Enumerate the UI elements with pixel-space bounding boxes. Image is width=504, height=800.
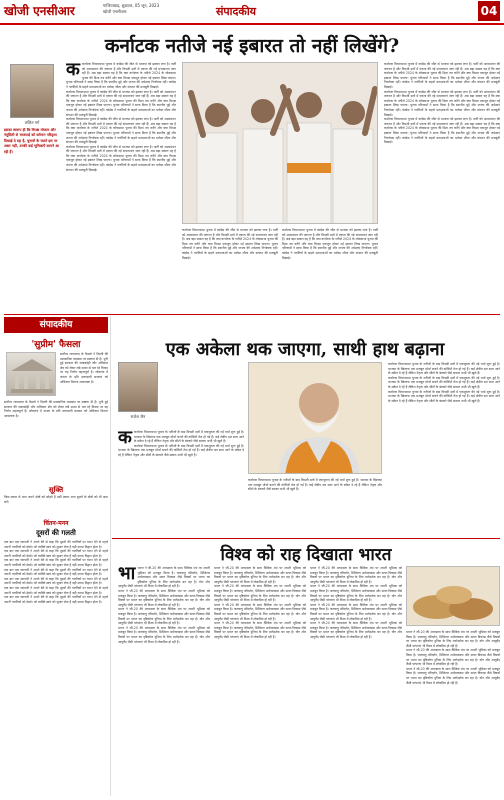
third-body — [118, 566, 210, 796]
lead-body-2: कर्नाटक विधानसभा चुनाव में कांग्रेस की जीत से भाजपा को झटका लगा है। पार्टी को आत्ममंथन की जरूरत है और विपक्षी दलों में एकता की नई संभावनाएं जाग रही हैं। अब बड़ा सवाल यह है कि क्या कर्नाटक के नतीजे 2024 के लोकसभा चुनाव की दिशा तय करेंगे और क्या विपक्ष एकजुट होकर नई इबारत लिख पाएगा। चुनाव परिणामों ने साफ किया है कि स्थानीय मुद्दे और जनता की अपेक्षाएं निर्णायक रहीं। कांग्रेस ने गारंटियों के सहारे मतदाताओं का भरोसा जीता और संगठन की मजबूती दिखाई। — [182, 228, 278, 260]
date-line — [103, 3, 159, 15]
third-text: भारत ने जी-20 की अध्यक्षता के साथ वैश्विक मंच पर अपनी भूमिका को मजबूत किया है। जलवायु परिवर्तन, डिजिटल अर्थव्यवस्था और सतत विकास जैसे विषयों पर भारत का दृष्टिकोण दुनिया के लिए मार्गदर्शक बन रहा है। योग और आयुर्वेद जैसी परंपराएं भी विश्व में लोकप्रिय हो रही हैं। — [214, 566, 306, 584]
lead-text-repeat: कर्नाटक विधानसभा चुनाव में कांग्रेस की जीत से भाजपा को झटका लगा है। पार्टी को आत्ममंथन की जरूरत है और विपक्षी दलों में एकता की नई संभावनाएं जाग रही हैं। अब बड़ा सवाल यह है कि क्या कर्नाटक के नतीजे 2024 के लोकसभा चुनाव की दिशा तय करेंगे और क्या विपक्ष एकजुट होकर नई इबारत लिख पाएगा। चुनाव परिणामों ने साफ किया है कि स्थानीय मुद्दे और जनता की अपेक्षाएं निर्णायक रहीं। कांग्रेस ने गारंटियों के सहारे मतदाताओं का भरोसा जीता और संगठन की मजबूती दिखाई। — [66, 144, 176, 172]
third-text-repeat: भारत ने जी-20 की अध्यक्षता के साथ वैश्विक मंच पर अपनी भूमिका को मजबूत किया है। जलवायु परिवर्तन, डिजिटल अर्थव्यवस्था और सतत विकास जैसे विषयों पर भारत का दृष्टिकोण दुनिया के लिए मार्गदर्शक बन रहा है। योग और आयुर्वेद जैसी परंपराएं भी विश्व में लोकप्रिय हो रही हैं। — [310, 602, 402, 621]
date-subtext: खोजी एनसीआर — [103, 9, 127, 14]
third-text: भारत ने जी-20 की अध्यक्षता के साथ वैश्विक मंच पर अपनी भूमिका को मजबूत किया है। जलवायु परिवर्तन, डिजिटल अर्थव्यवस्था और सतत विकास जैसे विषयों पर भारत का दृष्टिकोण दुनिया के लिए मार्गदर्शक बन रहा है। योग और आयुर्वेद जैसी परंपराएं भी विश्व में लोकप्रिय हो रही हैं। — [406, 630, 500, 648]
reflection-text: एक बार एक व्यापारी ने अपने बेटे से कहा कि दूसरों की गलतियों पर ध्यान देने से पहले अपनी गलतियों को देखो। जो व्यक्ति स्वयं को सुधार लेता है वही सच्चा विद्वान होता है। — [4, 540, 108, 549]
third-text-repeat: भारत ने जी-20 की अध्यक्षता के साथ वैश्विक मंच पर अपनी भूमिका को मजबूत किया है। जलवायु परिवर्तन, डिजिटल अर्थव्यवस्था और सतत विकास जैसे विषयों पर भारत का दृष्टिकोण दुनिया के लिए मार्गदर्शक बन रहा है। योग और आयुर्वेद जैसी परंपराएं भी विश्व में लोकप्रिय हो रही हैं। — [406, 666, 500, 685]
second-text: कर्नाटक विधानसभा चुनाव के नतीजों के बाद विपक्षी दलों में एकजुटता की नई चर्चा शुरू हुई है। भाजपा के खिलाफ एक मजबूत मोर्चा बनाने की कोशिशें तेज हो गई हैं। कई क्षेत्रीय दल साथ आने के संकेत दे रहे हैं लेकिन नेतृत्व और सीटों के बंटवारे जैसे सवाल अभी भी खुले हैं। — [133, 430, 244, 444]
grain-illustration — [407, 567, 500, 626]
third-text-repeat: भारत ने जी-20 की अध्यक्षता के साथ वैश्विक मंच पर अपनी भूमिका को मजबूत किया है। जलवायु परिवर्तन, डिजिटल अर्थव्यवस्था और सतत विकास जैसे विषयों पर भारत का दृष्टिकोण दुनिया के लिए मार्गदर्शक बन रहा है। योग और आयुर्वेद जैसी परंपराएं भी विश्व में लोकप्रिय हो रही हैं। — [214, 602, 306, 621]
third-headline: विश्व को राह दिखाता भारत — [220, 545, 392, 565]
third-body-2 — [214, 566, 306, 796]
second-text-repeat: कर्नाटक विधानसभा चुनाव के नतीजों के बाद विपक्षी दलों में एकजुटता की नई चर्चा शुरू हुई है। भाजपा के खिलाफ एक मजबूत मोर्चा बनाने की कोशिशें तेज हो गई हैं। कई क्षेत्रीय दल साथ आने के संकेत दे रहे हैं लेकिन नेतृत्व और सीटों के बंटवारे जैसे सवाल अभी भी खुले हैं। — [388, 389, 500, 403]
lead-text: कर्नाटक विधानसभा चुनाव में कांग्रेस की जीत से भाजपा को झटका लगा है। पार्टी को आत्ममंथन की जरूरत है और विपक्षी दलों में एकता की नई संभावनाएं जाग रही हैं। अब बड़ा सवाल यह है कि क्या कर्नाटक के नतीजे 2024 के लोकसभा चुनाव की दिशा तय करेंगे और क्या विपक्ष एकजुट होकर नई इबारत लिख पाएगा। चुनाव परिणामों ने साफ किया है कि स्थानीय मुद्दे और जनता की अपेक्षाएं निर्णायक रहीं। कांग्रेस ने गारंटियों के सहारे मतदाताओं का भरोसा जीता और संगठन की मजबूती दिखाई। — [384, 62, 500, 89]
reflection-text-repeat: एक बार एक व्यापारी ने अपने बेटे से कहा कि दूसरों की गलतियों पर ध्यान देने से पहले अपनी गलतियों को देखो। जो व्यक्ति स्वयं को सुधार लेता है वही सच्चा विद्वान होता है। — [4, 567, 108, 577]
lead-text-repeat: कर्नाटक विधानसभा चुनाव में कांग्रेस की जीत से भाजपा को झटका लगा है। पार्टी को आत्ममंथन की जरूरत है और विपक्षी दलों में एकता की नई संभावनाएं जाग रही हैं। अब बड़ा सवाल यह है कि क्या कर्नाटक के नतीजे 2024 के लोकसभा चुनाव की दिशा तय करेंगे और क्या विपक्ष एकजुट होकर नई इबारत लिख पाएगा। चुनाव परिणामों ने साफ किया है कि स्थानीय मुद्दे और जनता की अपेक्षाएं निर्णायक रहीं। कांग्रेस ने गारंटियों के सहारे मतदाताओं का भरोसा जीता और संगठन की मजबूती दिखाई। — [384, 117, 500, 145]
lead-text-repeat: कर्नाटक विधानसभा चुनाव में कांग्रेस की जीत से भाजपा को झटका लगा है। पार्टी को आत्ममंथन की जरूरत है और विपक्षी दलों में एकता की नई संभावनाएं जाग रही हैं। अब बड़ा सवाल यह है कि क्या कर्नाटक के नतीजे 2024 के लोकसभा चुनाव की दिशा तय करेंगे और क्या विपक्ष एकजुट होकर नई इबारत लिख पाएगा। चुनाव परिणामों ने साफ किया है कि स्थानीय मुद्दे और जनता की अपेक्षाएं निर्णायक रहीं। कांग्रेस ने गारंटियों के सहारे मतदाताओं का भरोसा जीता और संगठन की मजबूती दिखाई। — [66, 117, 176, 145]
reflection-subtitle: दूसरों की गलती — [36, 528, 76, 537]
second-text: कर्नाटक विधानसभा चुनाव के नतीजों के बाद विपक्षी दलों में एकजुटता की नई चर्चा शुरू हुई है। भाजपा के खिलाफ एक मजबूत मोर्चा बनाने की कोशिशें तेज हो गई हैं। कई क्षेत्रीय दल साथ आने के संकेत दे रहे हैं लेकिन नेतृत्व और सीटों के बंटवारे जैसे सवाल अभी भी खुले हैं। — [388, 362, 500, 376]
editorial-title: 'सुप्रीम' फैसला — [31, 340, 81, 350]
pull-quote: इसका स्वरूप ही कि विपक्ष मोजाम और नंतूसिती से भाजपाई को वर्तमान परिदृश्य दिखाई दे रहा है, चुनावों के चलते इस पर असर नहीं, उनकी कई भूमिकाएँ सामने आ रही हैं। — [4, 128, 59, 154]
lead-body — [66, 62, 176, 312]
third-text-repeat: भारत ने जी-20 की अध्यक्षता के साथ वैश्विक मंच पर अपनी भूमिका को मजबूत किया है। जलवायु परिवर्तन, डिजिटल अर्थव्यवस्था और सतत विकास जैसे विषयों पर भारत का दृष्टिकोण दुनिया के लिए मार्गदर्शक बन रहा है। योग और आयुर्वेद जैसी परंपराएं भी विश्व में लोकप्रिय हो रही हैं। — [118, 607, 210, 626]
second-body — [118, 430, 244, 536]
divider — [4, 314, 500, 315]
third-text: भारत ने जी-20 की अध्यक्षता के साथ वैश्विक मंच पर अपनी भूमिका को मजबूत किया है। जलवायु परिवर्तन, डिजिटल अर्थव्यवस्था और सतत विकास जैसे विषयों पर भारत का दृष्टिकोण दुनिया के लिए मार्गदर्शक बन रहा है। योग और आयुर्वेद जैसी परंपराएं भी विश्व में लोकप्रिय हो रही हैं। — [310, 566, 402, 584]
reflection-body — [4, 540, 108, 796]
third-text: भारत ने जी-20 की अध्यक्षता के साथ वैश्विक मंच पर अपनी भूमिका को मजबूत किया है। जलवायु परिवर्तन, डिजिटल अर्थव्यवस्था और सतत विकास जैसे विषयों पर भारत का दृष्टिकोण दुनिया के लिए मार्गदर्शक बन रहा है। योग और आयुर्वेद जैसी परंपराएं भी विश्व में लोकप्रिय हो रही हैं। — [118, 566, 210, 589]
section-title: संपादकीय — [216, 5, 257, 18]
third-drop-cap: भा — [118, 566, 136, 584]
editorial-body-2: सर्वोच्च न्यायालय के फैसले ने दिल्ली की प्रशासनिक व्यवस्था पर स्पष्टता दी है। चुनी हुई सरकार की जवाबदेही और अधिकार क्षेत्र को लेकर लंबे समय से चल रहे विवाद पर यह निर्णय महत्वपूर्ण है। लोकतंत्र में जनता के प्रति उत्तरदायी सरकार को अधिकार मिलना आवश्यक है। — [4, 400, 108, 418]
lead-body-3: कर्नाटक विधानसभा चुनाव में कांग्रेस की जीत से भाजपा को झटका लगा है। पार्टी को आत्ममंथन की जरूरत है और विपक्षी दलों में एकता की नई संभावनाएं जाग रही हैं। अब बड़ा सवाल यह है कि क्या कर्नाटक के नतीजे 2024 के लोकसभा चुनाव की दिशा तय करेंगे और क्या विपक्ष एकजुट होकर नई इबारत लिख पाएगा। चुनाव परिणामों ने साफ किया है कि स्थानीय मुद्दे और जनता की अपेक्षाएं निर्णायक रहीं। कांग्रेस ने गारंटियों के सहारे मतदाताओं का भरोसा जीता और संगठन की मजबूती दिखाई। — [282, 228, 378, 260]
author-portrait — [10, 64, 54, 118]
second-author-caption: राजेश जैन — [130, 414, 146, 419]
third-text-repeat: भारत ने जी-20 की अध्यक्षता के साथ वैश्विक मंच पर अपनी भूमिका को मजबूत किया है। जलवायु परिवर्तन, डिजिटल अर्थव्यवस्था और सतत विकास जैसे विषयों पर भारत का दृष्टिकोण दुनिया के लिए मार्गदर्शक बन रहा है। योग और आयुर्वेद जैसी परंपराएं भी विश्व में लोकप्रिय हो रही हैं। — [118, 588, 210, 607]
drop-cap: क — [66, 62, 80, 80]
third-text-repeat: भारत ने जी-20 की अध्यक्षता के साथ वैश्विक मंच पर अपनी भूमिका को मजबूत किया है। जलवायु परिवर्तन, डिजिटल अर्थव्यवस्था और सतत विकास जैसे विषयों पर भारत का दृष्टिकोण दुनिया के लिए मार्गदर्शक बन रहा है। योग और आयुर्वेद जैसी परंपराएं भी विश्व में लोकप्रिय हो रही हैं। — [118, 625, 210, 644]
leaders-illustration — [183, 63, 378, 224]
third-text-repeat: भारत ने जी-20 की अध्यक्षता के साथ वैश्विक मंच पर अपनी भूमिका को मजबूत किया है। जलवायु परिवर्तन, डिजिटल अर्थव्यवस्था और सतत विकास जैसे विषयों पर भारत का दृष्टिकोण दुनिया के लिए मार्गदर्शक बन रहा है। योग और आयुर्वेद जैसी परंपराएं भी विश्व में लोकप्रिय हो रही हैं। — [214, 621, 306, 639]
quote-body: जिस प्रकार से आप अपने दोषों को छोड़ते हैं उसी प्रकार आप दूसरों के दोषों को भी क्षमा करें। — [4, 495, 108, 504]
second-drop-cap: क — [118, 430, 132, 448]
second-body-3 — [388, 362, 500, 536]
second-text-repeat: कर्नाटक विधानसभा चुनाव के नतीजों के बाद विपक्षी दलों में एकजुटता की नई चर्चा शुरू हुई है। भाजपा के खिलाफ एक मजबूत मोर्चा बनाने की कोशिशें तेज हो गई हैं। कई क्षेत्रीय दल साथ आने के संकेत दे रहे हैं लेकिन नेतृत्व और सीटों के बंटवारे जैसे सवाल अभी भी खुले हैं। — [388, 375, 500, 389]
second-body-2: कर्नाटक विधानसभा चुनाव के नतीजों के बाद विपक्षी दलों में एकजुटता की नई चर्चा शुरू हुई है। भाजपा के खिलाफ एक मजबूत मोर्चा बनाने की कोशिशें तेज हो गई हैं। कई क्षेत्रीय दल साथ आने के संकेत दे रहे हैं लेकिन नेतृत्व और सीटों के बंटवारे जैसे सवाल अभी भी खुले हैं। — [248, 478, 382, 492]
reflection-text-repeat: एक बार एक व्यापारी ने अपने बेटे से कहा कि दूसरों की गलतियों पर ध्यान देने से पहले अपनी गलतियों को देखो। जो व्यक्ति स्वयं को सुधार लेता है वही सच्चा विद्वान होता है। — [4, 576, 108, 586]
third-text-repeat: भारत ने जी-20 की अध्यक्षता के साथ वैश्विक मंच पर अपनी भूमिका को मजबूत किया है। जलवायु परिवर्तन, डिजिटल अर्थव्यवस्था और सतत विकास जैसे विषयों पर भारत का दृष्टिकोण दुनिया के लिए मार्गदर्शक बन रहा है। योग और आयुर्वेद जैसी परंपराएं भी विश्व में लोकप्रिय हो रही हैं। — [214, 584, 306, 603]
leaders-photo — [182, 62, 378, 224]
second-text-repeat: कर्नाटक विधानसभा चुनाव के नतीजों के बाद विपक्षी दलों में एकजुटता की नई चर्चा शुरू हुई है। भाजपा के खिलाफ एक मजबूत मोर्चा बनाने की कोशिशें तेज हो गई हैं। कई क्षेत्रीय दल साथ आने के संकेत दे रहे हैं लेकिन नेतृत्व और सीटों के बंटवारे जैसे सवाल अभी भी खुले हैं। — [118, 443, 244, 457]
reflection-text-repeat: एक बार एक व्यापारी ने अपने बेटे से कहा कि दूसरों की गलतियों पर ध्यान देने से पहले अपनी गलतियों को देखो। जो व्यक्ति स्वयं को सुधार लेता है वही सच्चा विद्वान होता है। — [4, 549, 108, 558]
reflection-text-repeat: एक बार एक व्यापारी ने अपने बेटे से कहा कि दूसरों की गलतियों पर ध्यान देने से पहले अपनी गलतियों को देखो। जो व्यक्ति स्वयं को सुधार लेता है वही सच्चा विद्वान होता है। — [4, 595, 108, 604]
third-text-repeat: भारत ने जी-20 की अध्यक्षता के साथ वैश्विक मंच पर अपनी भूमिका को मजबूत किया है। जलवायु परिवर्तन, डिजिटल अर्थव्यवस्था और सतत विकास जैसे विषयों पर भारत का दृष्टिकोण दुनिया के लिए मार्गदर्शक बन रहा है। योग और आयुर्वेद जैसी परंपराएं भी विश्व में लोकप्रिय हो रही हैं। — [310, 621, 402, 639]
third-text-repeat: भारत ने जी-20 की अध्यक्षता के साथ वैश्विक मंच पर अपनी भूमिका को मजबूत किया है। जलवायु परिवर्तन, डिजिटल अर्थव्यवस्था और सतत विकास जैसे विषयों पर भारत का दृष्टिकोण दुनिया के लिए मार्गदर्शक बन रहा है। योग और आयुर्वेद जैसी परंपराएं भी विश्व में लोकप्रिय हो रही हैं। — [406, 648, 500, 667]
lead-text-repeat: कर्नाटक विधानसभा चुनाव में कांग्रेस की जीत से भाजपा को झटका लगा है। पार्टी को आत्ममंथन की जरूरत है और विपक्षी दलों में एकता की नई संभावनाएं जाग रही हैं। अब बड़ा सवाल यह है कि क्या कर्नाटक के नतीजे 2024 के लोकसभा चुनाव की दिशा तय करेंगे और क्या विपक्ष एकजुट होकर नई इबारत लिख पाएगा। चुनाव परिणामों ने साफ किया है कि स्थानीय मुद्दे और जनता की अपेक्षाएं निर्णायक रहीं। कांग्रेस ने गारंटियों के सहारे मतदाताओं का भरोसा जीता और संगठन की मजबूती दिखाई। — [384, 89, 500, 117]
masthead: खोजी एनसीआर — [4, 4, 75, 18]
second-headline: एक अकेला थक जाएगा, साथी हाथ बढ़ाना — [165, 339, 445, 360]
pm-illustration — [249, 363, 382, 474]
page-number: 04 — [478, 1, 500, 21]
lead-body-4 — [384, 62, 500, 314]
lead-text-repeat: कर्नाटक विधानसभा चुनाव में कांग्रेस की जीत से भाजपा को झटका लगा है। पार्टी को आत्ममंथन की जरूरत है और विपक्षी दलों में एकता की नई संभावनाएं जाग रही हैं। अब बड़ा सवाल यह है कि क्या कर्नाटक के नतीजे 2024 के लोकसभा चुनाव की दिशा तय करेंगे और क्या विपक्ष एकजुट होकर नई इबारत लिख पाएगा। चुनाव परिणामों ने साफ किया है कि स्थानीय मुद्दे और जनता की अपेक्षाएं निर्णायक रहीं। कांग्रेस ने गारंटियों के सहारे मतदाताओं का भरोसा जीता और संगठन की मजबूती दिखाई। — [66, 89, 176, 117]
third-body-3 — [310, 566, 402, 796]
page-header — [0, 0, 504, 25]
pm-photo — [248, 362, 382, 474]
third-body-4 — [406, 630, 500, 796]
divider — [112, 538, 500, 539]
editorial-body: सर्वोच्च न्यायालय के फैसले ने दिल्ली की प्रशासनिक व्यवस्था पर स्पष्टता दी है। चुनी हुई सरकार की जवाबदेही और अधिकार क्षेत्र को लेकर लंबे समय से चल रहे विवाद पर यह निर्णय महत्वपूर्ण है। लोकतंत्र में जनता के प्रति उत्तरदायी सरकार को अधिकार मिलना आवश्यक है। — [60, 352, 108, 384]
third-text-repeat: भारत ने जी-20 की अध्यक्षता के साथ वैश्विक मंच पर अपनी भूमिका को मजबूत किया है। जलवायु परिवर्तन, डिजिटल अर्थव्यवस्था और सतत विकास जैसे विषयों पर भारत का दृष्टिकोण दुनिया के लिए मार्गदर्शक बन रहा है। योग और आयुर्वेद जैसी परंपराएं भी विश्व में लोकप्रिय हो रही हैं। — [310, 584, 402, 603]
reflection-title: चिंतन-मनन — [43, 520, 69, 527]
column-separator — [110, 316, 111, 796]
author-caption: ललित गर्ग — [24, 120, 40, 125]
reflection-text-repeat: एक बार एक व्यापारी ने अपने बेटे से कहा कि दूसरों की गलतियों पर ध्यान देने से पहले अपनी गलतियों को देखो। जो व्यक्ति स्वयं को सुधार लेता है वही सच्चा विद्वान होता है। — [4, 585, 108, 595]
lead-text: कर्नाटक विधानसभा चुनाव में कांग्रेस की जीत से भाजपा को झटका लगा है। पार्टी को आत्ममंथन की जरूरत है और विपक्षी दलों में एकता की नई संभावनाएं जाग रही हैं। अब बड़ा सवाल यह है कि क्या कर्नाटक के नतीजे 2024 के लोकसभा चुनाव की दिशा तय करेंगे और क्या विपक्ष एकजुट होकर नई इबारत लिख पाएगा। चुनाव परिणामों ने साफ किया है कि स्थानीय मुद्दे और जनता की अपेक्षाएं निर्णायक रहीं। कांग्रेस ने गारंटियों के सहारे मतदाताओं का भरोसा जीता और संगठन की मजबूती दिखाई। — [66, 62, 176, 89]
grain-photo — [406, 566, 500, 626]
reflection-text-repeat: एक बार एक व्यापारी ने अपने बेटे से कहा कि दूसरों की गलतियों पर ध्यान देने से पहले अपनी गलतियों को देखो। जो व्यक्ति स्वयं को सुधार लेता है वही सच्चा विद्वान होता है। — [4, 558, 108, 567]
editorial-label: संपादकीय — [4, 317, 108, 333]
date-text: गाजियाबाद, शुक्रवार, 05 जून, 2023 — [103, 3, 160, 8]
second-author-portrait — [118, 362, 158, 412]
lead-headline: कर्नाटक नतीजे नई इबारत तो नहीं लिखेंगे? — [104, 35, 400, 57]
quote-title: सूक्ति — [48, 485, 64, 494]
